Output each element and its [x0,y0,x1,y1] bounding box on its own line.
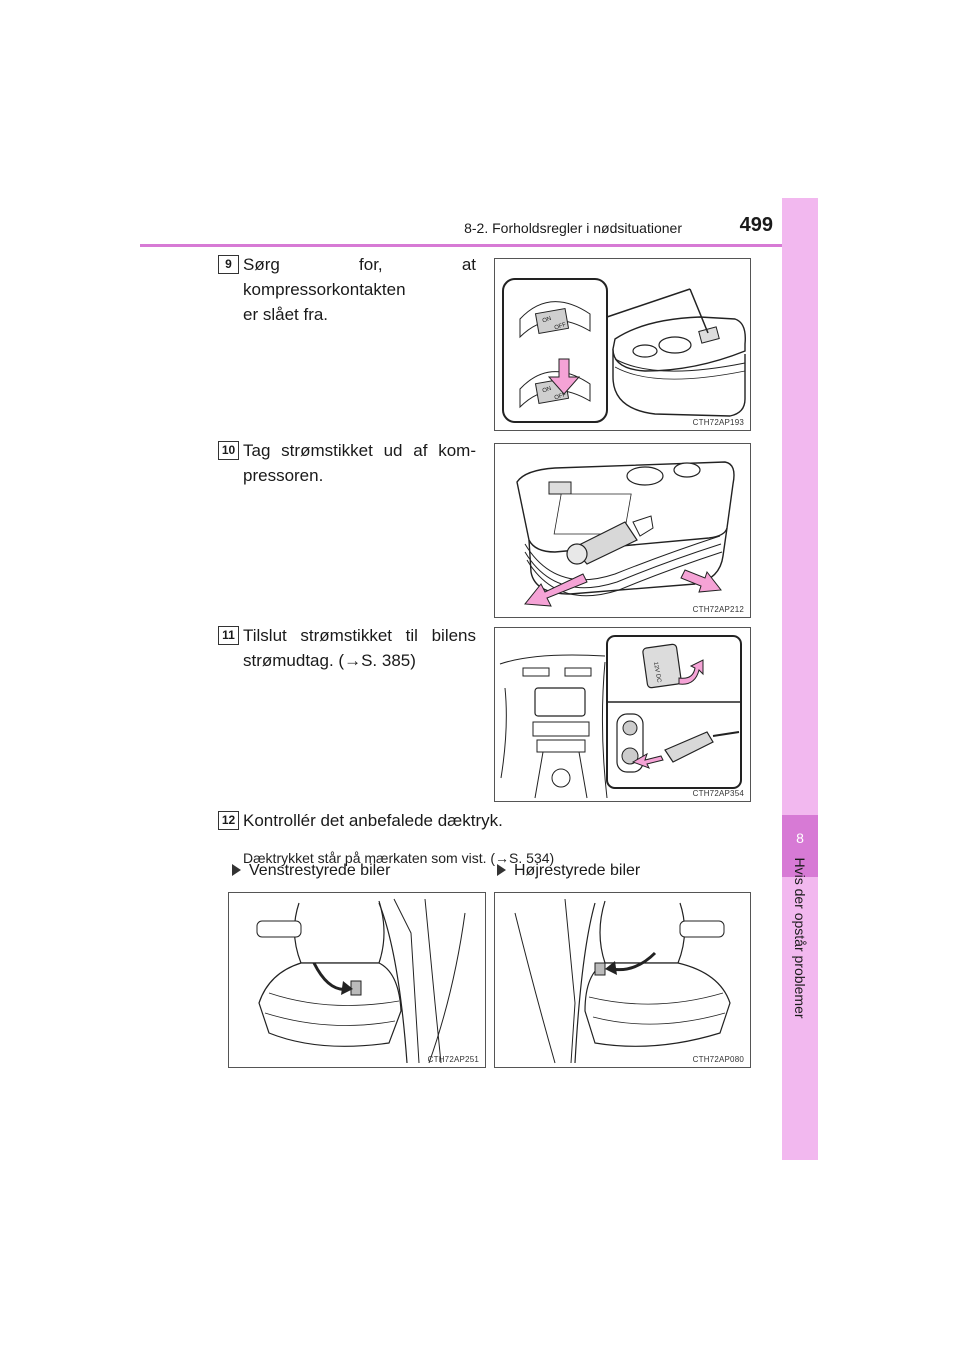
lhd-seat-illustration [229,893,485,1067]
unplug-compressor-illustration [495,444,750,617]
step-12-text [243,808,543,833]
triangle-bullet-icon [232,864,241,876]
step-11-line-2: strømudtag. (→S. 385) [243,651,416,670]
step-12-line-1: Kontrollér det anbefalede dæktryk. [243,811,503,830]
step-9-text [243,252,476,327]
step-number-11: 11 [218,626,239,645]
figure-code-080: CTH72AP080 [692,1055,744,1064]
triangle-bullet-icon [497,864,506,876]
outlet-label: 12V DC [651,661,662,684]
variant-label-lhd [232,862,390,880]
switch-on-label-2: ON [541,385,553,395]
step-10-line-1: Tag strømstikket ud af kom- [243,441,476,460]
figure-rhd-seat-label [494,892,751,1068]
step-11-text [243,623,476,673]
figure-lhd-seat-label [228,892,486,1068]
figure-code-212: CTH72AP212 [692,605,744,614]
figure-power-outlet [494,627,751,802]
rhd-seat-illustration [495,893,750,1067]
figure-code-193: CTH72AP193 [692,418,744,427]
switch-off-label-1: OFF [553,321,568,332]
variant-label-rhd [497,862,640,880]
step-9-line-2: er slået fra. [243,305,329,324]
step-10-line-2: pressoren. [243,466,324,485]
step-12-note: Dæktrykket står på mærkaten som vist. (→S. 534) [243,850,555,866]
power-outlet-illustration [495,628,750,801]
header-rule [140,244,818,247]
figure-unplug-compressor [494,443,751,618]
figure-code-354: CTH72AP354 [692,789,744,798]
step-9-line-1: Sørg for, at kompressorkontakten [243,255,476,299]
compressor-switch-illustration [495,259,750,430]
chapter-side-tab [782,198,818,1160]
page-number: 499 [739,214,773,236]
variant-label-rhd-text: Højrestyrede biler [514,862,641,879]
chapter-title: Hvis der opstår problemer [792,857,808,1019]
chapter-number: 8 [796,830,804,846]
step-10-text [243,438,476,488]
switch-on-label-1: ON [541,315,553,325]
step-number-9: 9 [218,255,239,274]
step-number-12: 12 [218,811,239,830]
step-11-line-1: Tilslut strømstikket til bilens [243,626,476,645]
figure-code-251: CTH72AP251 [427,1055,479,1064]
section-title: 8-2. Forholdsregler i nødsituationer [464,220,682,236]
step-number-10: 10 [218,441,239,460]
switch-off-label-2: OFF [553,391,568,402]
figure-compressor-switch [494,258,751,431]
variant-label-lhd-text: Venstrestyrede biler [249,862,391,879]
